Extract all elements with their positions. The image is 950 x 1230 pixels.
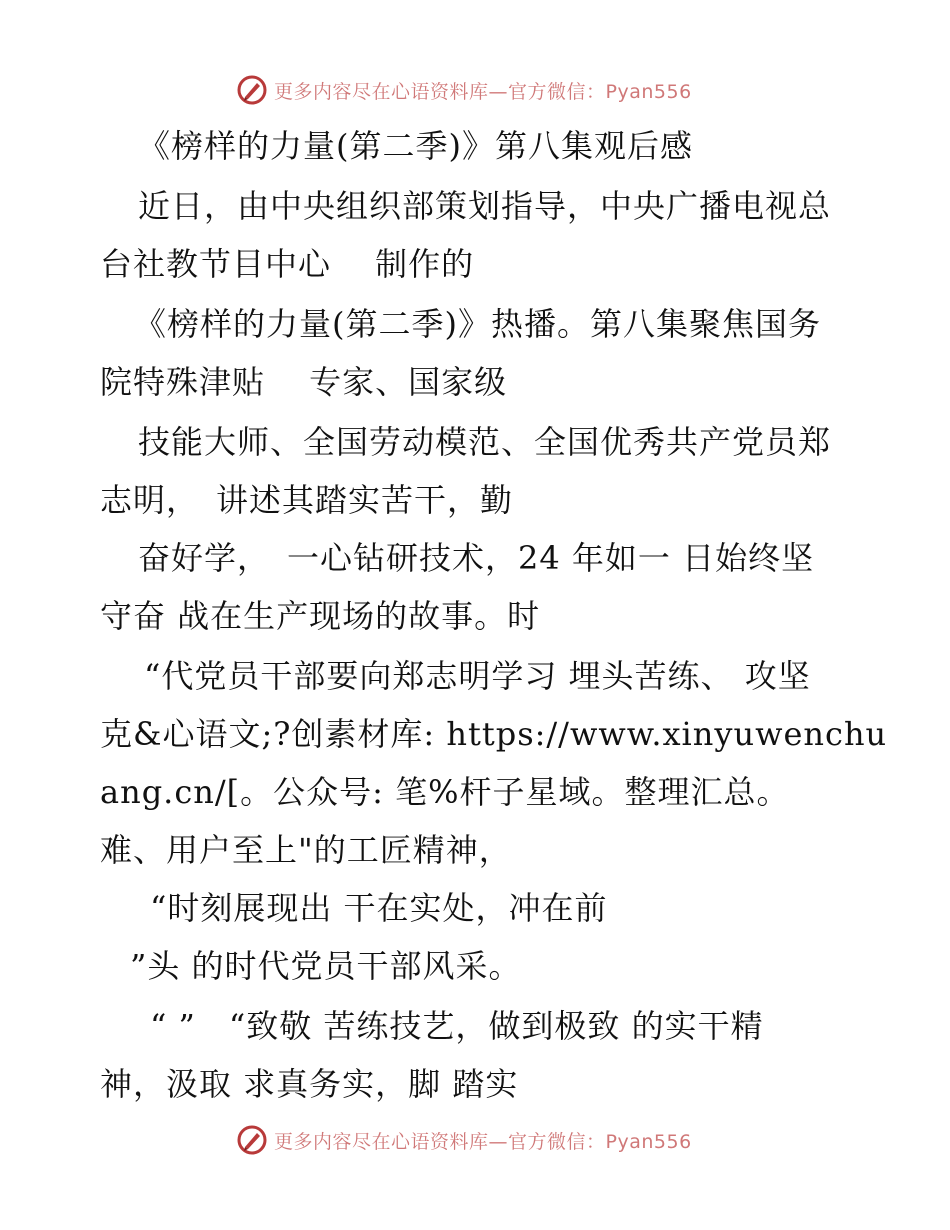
text-line: 守奋 战在生产现场的故事。时 — [100, 597, 541, 635]
text-line: 院特殊津贴 专家、国家级 — [100, 363, 508, 401]
text-line: 志明， 讲述其踏实苦干，勤 — [100, 481, 514, 519]
text-line: “时刻展现出 干在实处，冲在前 — [150, 889, 608, 927]
pen-logo-icon — [236, 1124, 268, 1156]
text-line: ”头 的时代党员干部风采。 — [130, 947, 522, 985]
text-line: 奋好学， 一心钻研技术，24 年如一 日始终坚 — [138, 539, 815, 577]
header-banner-text: 更多内容尽在心语资料库—官方微信：Pyan556 — [274, 80, 692, 103]
footer-banner — [236, 1122, 692, 1158]
text-line: 技能大师、全国劳动模范、全国优秀共产党员郑 — [138, 423, 832, 461]
text-line: 《榜样的力量(第二季)》热播。第八集聚焦国务 — [134, 305, 821, 343]
text-line: 台社教节目中心 制作的 — [100, 245, 475, 283]
text-line: “ ” “致敬 苦练技艺，做到极致 的实干精 — [150, 1007, 764, 1045]
text-line: “代党员干部要向郑志明学习 埋头苦练、 攻坚 — [144, 657, 811, 695]
footer-banner-text: 更多内容尽在心语资料库—官方微信：Pyan556 — [274, 1130, 692, 1153]
text-line: ang.cn/[。公众号: 笔%杆子星域。整理汇总。 — [100, 773, 790, 811]
text-line: 克&心语文;?创素材库: https://www.xinyuwenchu — [100, 715, 888, 753]
document-title: 《榜样的力量(第二季)》第八集观后感 — [138, 127, 693, 165]
text-line: 近日，由中央组织部策划指导，中央广播电视总 — [138, 187, 832, 225]
text-line: 神，汲取 求真务实，脚 踏实 — [100, 1065, 519, 1103]
text-line: 难、用户至上"的工匠精神， — [100, 831, 512, 869]
